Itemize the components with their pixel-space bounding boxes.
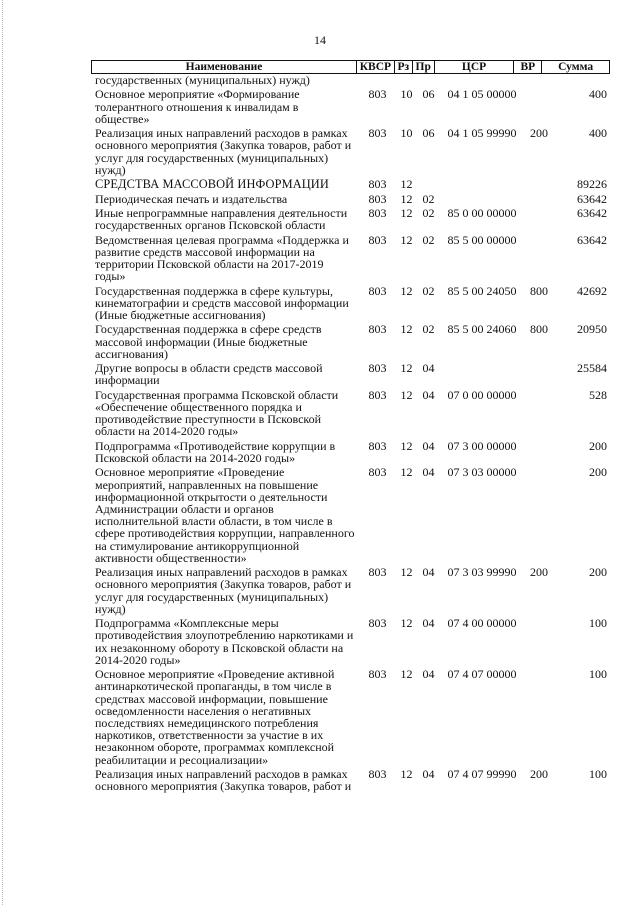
cell-vr: 200 [530, 126, 548, 141]
table-row [95, 178, 615, 190]
cell-csr: 04 1 05 00000 [447, 87, 517, 102]
table-row [95, 193, 615, 205]
cell-name: СРЕДСТВА МАССОВОЙ ИНФОРМАЦИИ [95, 177, 329, 192]
cell-sum: 20950 [577, 322, 607, 337]
cell-sum: 200 [589, 438, 607, 453]
cell-vr [524, 178, 554, 190]
cell-kvsr: 803 [368, 766, 387, 781]
cell-csr: 07 3 00 00000 [447, 438, 517, 453]
cell-vr: 200 [530, 565, 548, 580]
cell-sum: 200 [589, 465, 607, 480]
table-header [91, 60, 610, 74]
cell-kvsr: 803 [368, 322, 387, 337]
cell-rz: 12 [400, 387, 413, 402]
cell-csr: 85 5 00 24060 [447, 322, 517, 337]
cell-rz: 12 [400, 465, 413, 480]
cell-name: Реализация иных направлений расходов в рамках основного мероприятия (Закупка товаров, работ и услуг для государственных (муниципальных) нужд) [95, 565, 352, 616]
cell-pr: 04 [422, 438, 435, 453]
header-kvsr: КВСР [357, 61, 395, 73]
cell-pr: 04 [422, 387, 435, 402]
cell-name: Ведомственная целевая программа «Поддержка и развитие средств массовой информации на территории Псковской области на 2017-2019 годы» [95, 232, 349, 284]
cell-pr: 02 [422, 205, 435, 220]
cell-sum: 100 [589, 766, 607, 781]
cell-sum: 63642 [577, 205, 607, 220]
table-row [95, 127, 615, 176]
cell-pr: 06 [422, 87, 435, 102]
table-row [95, 323, 615, 360]
header-csr: ЦСР [435, 61, 515, 73]
cell-vr [524, 440, 554, 464]
table-row [95, 74, 615, 86]
cell-rz [396, 74, 417, 86]
cell-csr [440, 362, 524, 386]
cell-csr: 85 5 00 00000 [447, 232, 517, 247]
cell-sum: 100 [589, 616, 607, 631]
cell-rz: 12 [400, 667, 413, 682]
cell-rz: 12 [400, 565, 413, 580]
cell-sum: 400 [589, 87, 607, 102]
cell-vr [524, 466, 554, 564]
cell-rz: 12 [400, 616, 413, 631]
header-name: Наименование [92, 61, 357, 73]
table-body [95, 74, 615, 795]
cell-name: Реализация иных направлений расходов в рамках основного мероприятия (Закупка товаров, работ и услуг для государственных (муниципальных) нужд) [95, 126, 352, 177]
cell-vr [524, 234, 554, 283]
cell-vr [524, 362, 554, 386]
cell-kvsr: 803 [368, 438, 387, 453]
cell-rz: 12 [400, 232, 413, 247]
cell-kvsr: 803 [368, 361, 387, 376]
cell-vr [524, 617, 554, 666]
header-sum: Сумма [558, 61, 594, 73]
cell-kvsr: 803 [368, 126, 387, 141]
cell-vr [524, 389, 554, 438]
table-row [95, 466, 615, 564]
cell-kvsr: 803 [368, 191, 387, 206]
cell-sum: 200 [589, 565, 607, 580]
cell-csr: 07 3 03 99990 [447, 565, 517, 580]
table-row [95, 617, 615, 666]
table-row [95, 566, 615, 615]
cell-name: государственных (муниципальных) нужд) [95, 73, 310, 87]
cell-name: Государственная программа Псковской области «Обеспечение общественного порядка и противодействие преступности в Псковской области на 2014-2020 годы» [95, 387, 339, 439]
cell-csr: 07 0 00 00000 [447, 387, 517, 402]
cell-kvsr: 803 [368, 283, 387, 298]
cell-pr: 04 [422, 361, 435, 376]
cell-csr [440, 193, 524, 205]
header-vr: ВР [514, 61, 542, 73]
cell-rz: 12 [400, 438, 413, 453]
cell-rz: 10 [400, 126, 413, 141]
cell-kvsr: 803 [368, 87, 387, 102]
table-row [95, 768, 615, 792]
cell-csr: 07 3 03 00000 [447, 465, 517, 480]
cell-sum: 89226 [577, 177, 607, 192]
scan-edge [2, 0, 6, 905]
cell-vr: 800 [530, 283, 548, 298]
cell-vr: 200 [530, 766, 548, 781]
cell-pr [417, 74, 440, 86]
cell-rz: 12 [400, 322, 413, 337]
cell-sum: 63642 [577, 191, 607, 206]
cell-vr [524, 668, 554, 766]
cell-pr: 06 [422, 126, 435, 141]
cell-name: Основное мероприятие «Проведение мероприятий, направленных на повышение информационной открытости о деятельности Администрации области и органов исполнительной власти области, в том числе в сфере противодействия коррупции, направленного на стимулирование антикоррупционной активности общественности» [95, 465, 355, 565]
cell-rz: 12 [400, 766, 413, 781]
cell-kvsr: 803 [368, 565, 387, 580]
cell-kvsr [359, 74, 396, 86]
cell-kvsr: 803 [368, 667, 387, 682]
cell-kvsr: 803 [368, 205, 387, 220]
cell-csr: 07 4 00 00000 [447, 616, 517, 631]
cell-pr: 02 [422, 191, 435, 206]
header-rz: Рз [395, 61, 413, 73]
cell-name: Периодическая печать и издательства [95, 191, 288, 206]
cell-vr [524, 193, 554, 205]
cell-sum: 42692 [577, 283, 607, 298]
header-pr: Пр [413, 61, 435, 73]
table-row [95, 362, 615, 386]
cell-sum [554, 74, 607, 86]
cell-sum: 100 [589, 667, 607, 682]
cell-pr: 04 [422, 616, 435, 631]
cell-vr [524, 74, 554, 86]
cell-pr: 04 [422, 766, 435, 781]
cell-sum: 400 [589, 126, 607, 141]
cell-pr [417, 178, 440, 190]
table-row [95, 234, 615, 283]
cell-pr: 02 [422, 283, 435, 298]
cell-name: Государственная поддержка в сфере средств массовой информации (Иные бюджетные ассигнования) [95, 322, 322, 361]
cell-rz: 12 [400, 191, 413, 206]
cell-pr: 04 [422, 667, 435, 682]
table-row [95, 389, 615, 438]
cell-csr: 85 5 00 24050 [447, 283, 517, 298]
table-row [95, 285, 615, 322]
cell-csr: 07 4 07 00000 [447, 667, 517, 682]
cell-rz: 12 [400, 205, 413, 220]
cell-name: Реализация иных направлений расходов в рамках основного мероприятия (Закупка товаров, работ и [95, 766, 352, 794]
cell-name: Основное мероприятие «Формирование толерантного отношения к инвалидам в обществе» [95, 87, 300, 126]
cell-vr [524, 207, 554, 231]
cell-vr: 800 [530, 322, 548, 337]
cell-rz: 12 [400, 283, 413, 298]
page-number: 14 [314, 33, 326, 47]
cell-name: Подпрограмма «Комплексные меры противодействия злоупотреблению наркотиками и их незаконному обороту в Псковской области на 2014-2020 годы» [95, 616, 354, 667]
cell-name: Другие вопросы в области средств массовой информации [95, 361, 323, 388]
cell-sum: 25584 [577, 361, 607, 376]
cell-vr [524, 88, 554, 125]
cell-kvsr: 803 [368, 465, 387, 480]
cell-name: Подпрограмма «Противодействие коррупции в Псковской области на 2014-2020 годы» [95, 438, 336, 465]
cell-sum: 63642 [577, 232, 607, 247]
cell-name: Основное мероприятие «Проведение активной антинаркотической пропаганды, в том числе в средствах массовой информации, повышение осведомленности населения о негативных последствиях немедицинского потребления наркотиков, ответственности за участие в их незаконном обороте, программах комплексной реабилитации и ресоциализации» [95, 667, 335, 767]
table-row [95, 668, 615, 766]
cell-rz: 12 [400, 361, 413, 376]
cell-sum: 528 [589, 387, 607, 402]
cell-rz: 12 [400, 177, 413, 192]
cell-csr: 07 4 07 99990 [447, 766, 517, 781]
cell-csr: 85 0 00 00000 [447, 205, 517, 220]
cell-pr: 02 [422, 322, 435, 337]
table-row [95, 88, 615, 125]
cell-name: Государственная поддержка в сфере культуры, кинематографии и средств массовой информации (Иные бюджетные ассигнования) [95, 283, 349, 322]
cell-pr: 04 [422, 465, 435, 480]
cell-kvsr: 803 [368, 232, 387, 247]
cell-csr [440, 178, 524, 190]
table-row [95, 440, 615, 464]
cell-rz: 10 [400, 87, 413, 102]
table-row [95, 207, 615, 231]
cell-csr: 04 1 05 99990 [447, 126, 517, 141]
cell-kvsr: 803 [368, 387, 387, 402]
cell-name: Иные непрограммные направления деятельности государственных органов Псковской области [95, 205, 348, 233]
cell-pr: 04 [422, 565, 435, 580]
cell-pr: 02 [422, 232, 435, 247]
cell-csr [440, 74, 524, 86]
cell-kvsr: 803 [368, 177, 387, 192]
cell-kvsr: 803 [368, 616, 387, 631]
